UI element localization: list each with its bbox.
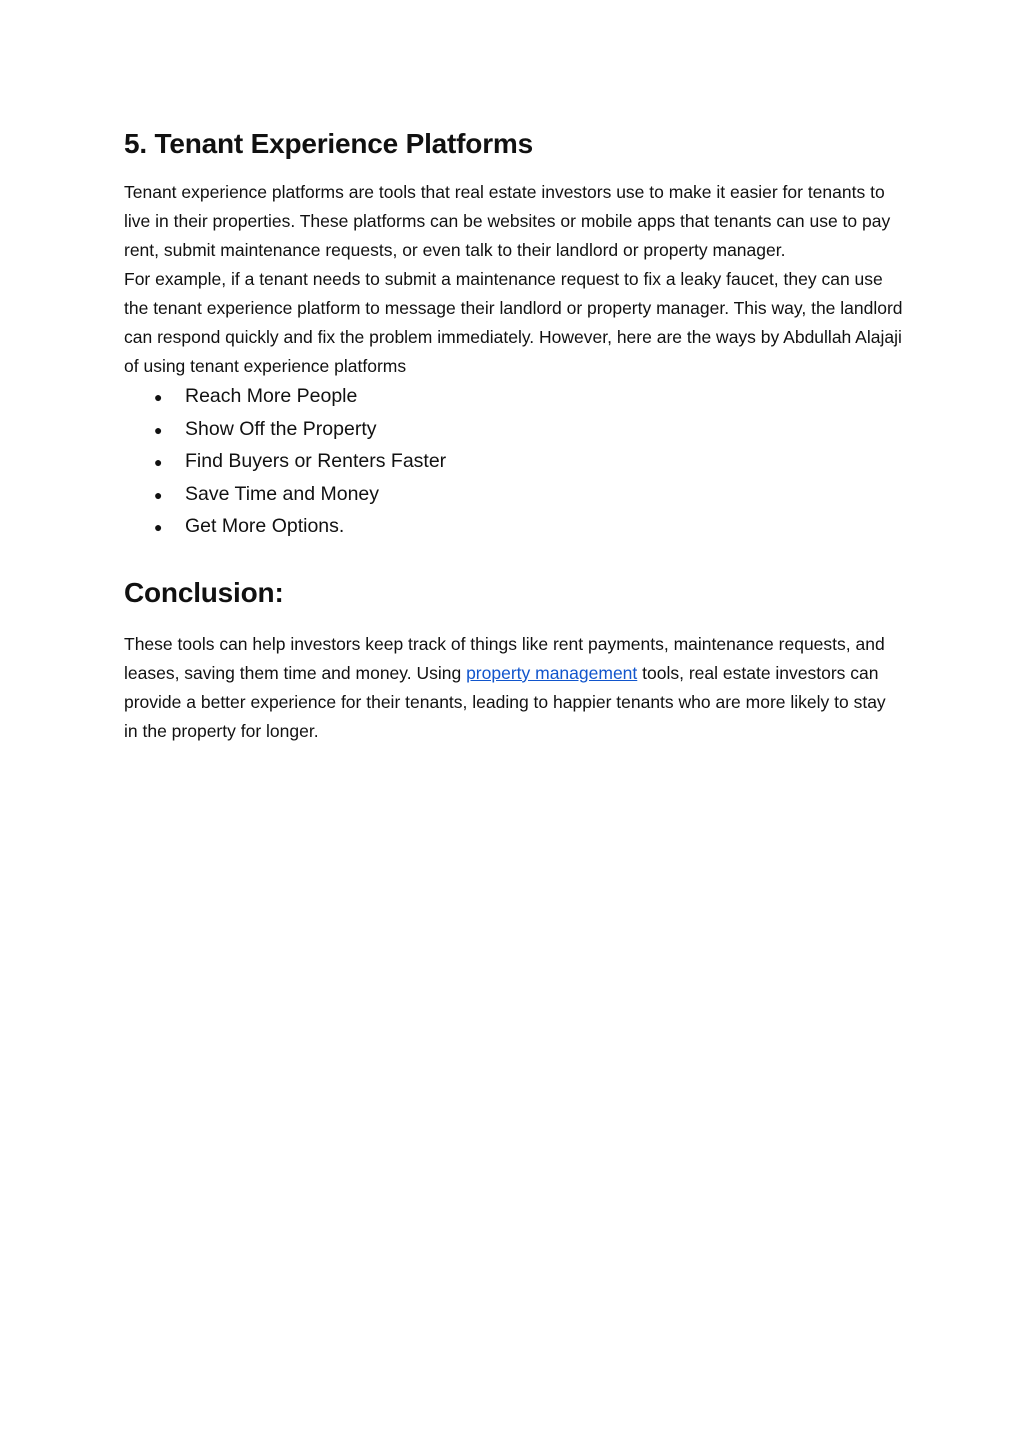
- list-item: [154, 479, 904, 511]
- list-item-text: Save Time and Money: [185, 482, 380, 505]
- paragraph-intro: Tenant experience platforms are tools that real estate investors use to make it easier for tenants to live in their properties. These platforms can be websites or mobile apps that tenants can use to pay rent, submit maintenance requests, or even talk to their landlord or property manager.: [124, 182, 891, 261]
- list-item: [154, 446, 904, 478]
- document-page: [124, 120, 904, 746]
- bullet-icon: ●: [154, 519, 163, 536]
- conclusion-text-end: tools, real estate investors can provide a better experience for their tenants, leading to happier tenants who are more likely to stay in the property for longer.: [124, 662, 886, 741]
- bullet-icon: ●: [154, 486, 163, 503]
- list-item-text: Reach More People: [185, 385, 358, 408]
- section-heading-conclusion: Conclusion:: [124, 577, 284, 609]
- paragraph-example: For example, if a tenant needs to submit a maintenance request to fix a leaky faucet, they can use the tenant experience platform to message their landlord or property manager. This way, the landlord can respond quickly and fix the problem immediately. However, here are the ways by Abdullah Alajaji of using tenant experience platforms: [124, 269, 903, 377]
- conclusion-text-start: These tools can help investors keep track of things like rent payments, maintenance requests, and leases, saving them time and money. Using: [124, 633, 885, 683]
- list-item-text: Get More Options.: [185, 515, 345, 538]
- paragraph-conclusion: [124, 630, 904, 746]
- list-item-text: Show Off the Property: [185, 417, 377, 440]
- list-item-text: Find Buyers or Renters Faster: [185, 450, 447, 473]
- property-management-link[interactable]: property management: [466, 662, 638, 683]
- bullet-icon: ●: [154, 389, 163, 406]
- bullet-icon: ●: [154, 454, 163, 471]
- list-item: [154, 381, 904, 413]
- section-heading-tenant-experience: 5. Tenant Experience Platforms: [124, 128, 533, 159]
- bullet-icon: ●: [154, 421, 163, 438]
- list-item: [154, 414, 904, 446]
- list-item: [154, 511, 904, 543]
- bullet-list: [124, 381, 904, 543]
